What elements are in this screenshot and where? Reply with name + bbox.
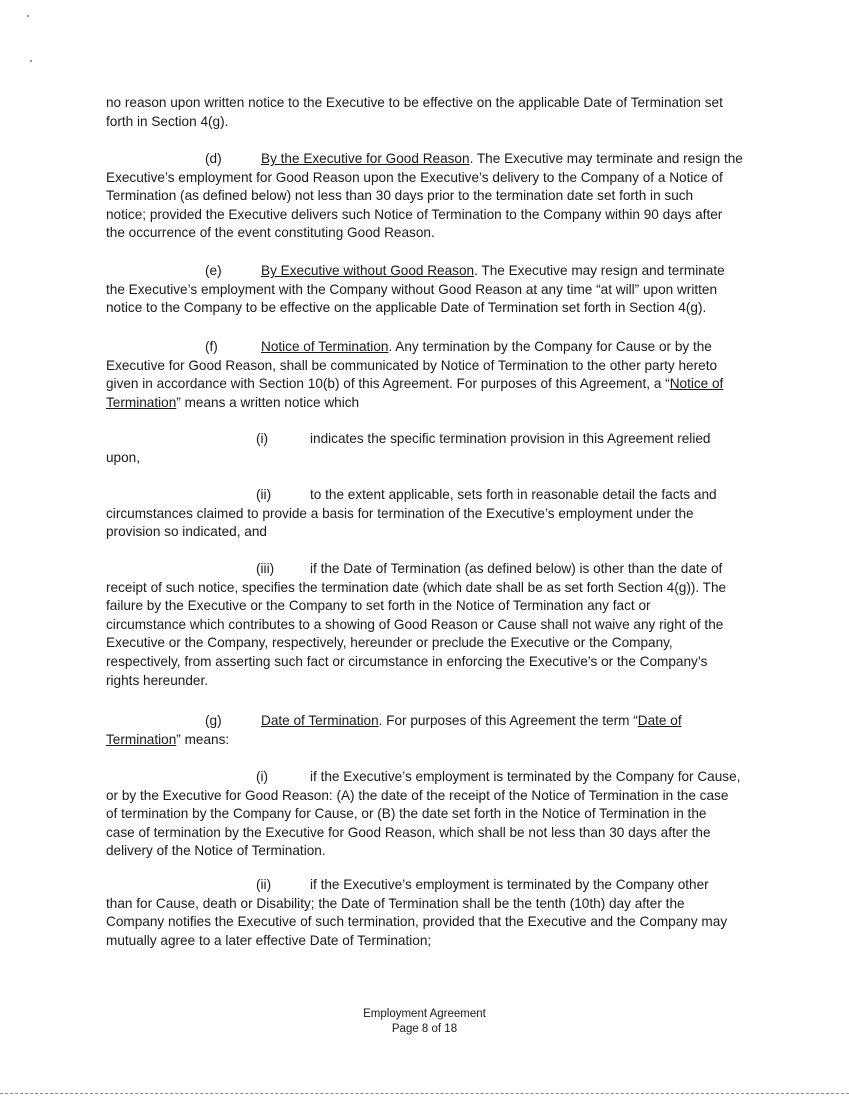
text-line: rights hereunder. — [106, 672, 209, 688]
text-line: notice to the Company to be effective on the applicable Date of Termination set forth in Section 4(g). — [106, 300, 707, 316]
text-fragment: if the Date of Termination (as defined below) is other than the date of — [310, 561, 723, 576]
scan-speck — [27, 15, 29, 17]
text-line: circumstances claimed to provide a basis for termination of the Executive’s employment under the — [106, 505, 694, 521]
defined-term: Termination — [106, 394, 177, 410]
text-line: respectively, from asserting such fact or circumstance in enforcing the Executive’s or the Company’s — [106, 653, 708, 669]
section-heading: Notice of Termination — [261, 339, 389, 354]
subparagraph-g-ii — [106, 876, 758, 950]
text-line: no reason upon written notice to the Executive to be effective on the applicable Date of Termination set — [106, 95, 723, 110]
text-line: circumstance which contributes to a showing of Good Reason or Cause shall not waive any right of the — [106, 616, 724, 632]
text-line — [106, 731, 758, 750]
text-line: notice; provided the Executive delivers such Notice of Termination to the Company within 90 days after — [106, 206, 723, 222]
page-number: Page 8 of 18 — [391, 1023, 458, 1035]
text-line: delivery of the Notice of Termination. — [106, 843, 326, 859]
text-fragment: . Any termination by the Company for Cause or by the — [388, 339, 712, 354]
paragraph-first-line — [106, 338, 758, 357]
text-line: receipt of such notice, specifies the termination date (which date shall be as set forth Section 4(g)). The — [106, 579, 727, 595]
text-line: mutually agree to a later effective Date of Termination; — [106, 932, 432, 948]
paragraph-first-line — [106, 560, 758, 579]
text-fragment: ” means a written notice which — [176, 394, 360, 410]
paragraph-d — [106, 150, 758, 243]
scan-speck — [30, 60, 32, 62]
subparagraph-f-ii — [106, 486, 758, 542]
section-marker: (e) — [205, 263, 222, 278]
section-marker: (i) — [256, 431, 269, 446]
paragraph-first-line — [106, 430, 758, 449]
text-line: than for Cause, death or Disability; the Date of Termination shall be the tenth (10th) day after the — [106, 895, 685, 911]
text-line: Company notifies the Executive of such termination, provided that the Executive and the Company may — [106, 914, 728, 930]
subparagraph-f-i — [106, 430, 758, 467]
text-fragment: . The Executive may resign and terminate — [474, 263, 725, 278]
section-marker: (iii) — [256, 561, 275, 576]
text-line: or by the Executive for Good Reason: (A) the date of the receipt of the Notice of Termination in the case — [106, 787, 729, 803]
text-line: forth in Section 4(g). — [106, 113, 229, 129]
footer-title: Employment Agreement — [363, 1008, 486, 1020]
text-line: of termination by the Company for Cause, or (B) the date set forth in the Notice of Termination in the — [106, 806, 707, 822]
text-line — [106, 394, 758, 413]
paragraph-c-continuation — [106, 94, 758, 131]
text-fragment: if the Executive’s employment is terminated by the Company other — [310, 877, 709, 892]
text-line: the occurrence of the event constituting Good Reason. — [106, 225, 435, 241]
section-marker: (ii) — [256, 487, 272, 502]
paragraph-first-line — [106, 876, 758, 895]
subparagraph-g-i — [106, 768, 758, 861]
text-line: Executive or the Company, respectively, hereunder or preclude the Executive or the Company, — [106, 635, 673, 651]
text-line: the Executive’s employment with the Company without Good Reason at any time “at will” upon written — [106, 281, 718, 297]
text-line: Executive for Good Reason, shall be communicated by Notice of Termination to the other party hereto — [106, 357, 718, 373]
text-fragment: . The Executive may terminate and resign the — [469, 151, 743, 166]
defined-term: Date of — [637, 713, 682, 728]
paragraph-first-line — [106, 486, 758, 505]
paragraph-first-line — [106, 712, 758, 731]
defined-term: Termination — [106, 731, 177, 747]
paragraph-e — [106, 262, 758, 318]
section-marker: (g) — [205, 713, 222, 728]
paragraph-f — [106, 338, 758, 412]
text-fragment: . For purposes of this Agreement the term “ — [378, 713, 638, 728]
text-line: case of termination by the Executive for Good Reason, which shall be not less than 30 days after the — [106, 824, 711, 840]
paragraph-g — [106, 712, 758, 749]
text-line: provision so indicated, and — [106, 524, 267, 540]
text-line: upon, — [106, 449, 141, 465]
scan-edge-line — [0, 1093, 849, 1094]
text-fragment: indicates the specific termination provision in this Agreement relied — [310, 431, 711, 446]
section-marker: (d) — [205, 151, 222, 166]
section-marker: (i) — [256, 769, 269, 784]
page-footer — [0, 1007, 849, 1037]
text-fragment: given in accordance with Section 10(b) of this Agreement. For purposes of this Agreement, a “ — [106, 376, 670, 392]
section-marker: (ii) — [256, 877, 272, 892]
section-heading: Date of Termination — [261, 713, 379, 728]
text-line — [106, 375, 758, 394]
text-line: Termination (as defined below) not less than 30 days prior to the termination date set forth in such — [106, 188, 694, 204]
section-heading: By Executive without Good Reason — [261, 263, 475, 278]
paragraph-first-line — [106, 768, 758, 787]
text-line: Executive’s employment for Good Reason upon the Executive’s delivery to the Company of a Notice of — [106, 169, 723, 185]
paragraph-first-line — [106, 150, 758, 169]
text-line: failure by the Executive or the Company to set forth in the Notice of Termination any fact or — [106, 598, 651, 614]
paragraph-first-line — [106, 262, 758, 281]
text-fragment: ” means: — [176, 731, 230, 747]
subparagraph-f-iii — [106, 560, 758, 690]
defined-term: Notice of — [669, 376, 724, 392]
section-heading: By the Executive for Good Reason — [261, 151, 470, 166]
text-fragment: if the Executive’s employment is terminated by the Company for Cause, — [310, 769, 741, 784]
section-marker: (f) — [205, 339, 218, 354]
text-fragment: to the extent applicable, sets forth in reasonable detail the facts and — [310, 487, 717, 502]
